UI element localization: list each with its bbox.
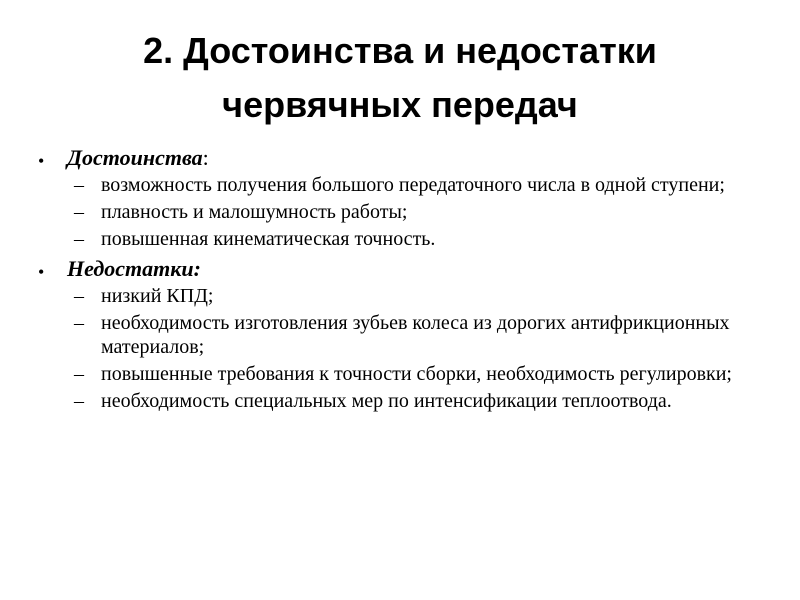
dash-icon: – [74,285,84,307]
disadvantages-heading-colon: : [193,256,201,281]
list-item [38,284,758,308]
list-item [38,362,758,386]
advantages-heading-colon: : [202,145,209,170]
title-line-1: 2. Достоинства и недостатки [143,30,657,71]
dash-icon: – [74,228,84,250]
advantages-list [38,173,758,251]
list-item [38,173,758,197]
list-item-text: необходимость изготовления зубьев колеса из дорогих антифрикционных материалов; [101,312,730,358]
list-item [38,389,758,413]
advantages-heading [38,143,758,173]
dash-icon: – [74,312,84,334]
advantages-section [38,143,758,251]
disadvantages-heading-text: Недостатки [67,256,194,281]
disadvantages-heading [38,254,758,284]
list-item-text: повышенные требования к точности сборки, необходимость регулировки; [101,363,732,385]
dash-icon: – [74,363,84,385]
list-item-text: повышенная кинематическая точность. [101,228,436,250]
dash-icon: – [74,201,84,223]
bullet-icon: • [38,262,45,282]
dash-icon: – [74,390,84,412]
slide-content [38,143,758,416]
list-item-text: низкий КПД; [101,285,214,307]
slide-title [60,24,740,132]
list-item [38,200,758,224]
list-item-text: необходимость специальных мер по интенсификации теплоотвода. [101,390,672,412]
disadvantages-list [38,284,758,413]
bullet-icon: • [38,151,45,171]
list-item-text: возможность получения большого передаточного числа в одной ступени; [101,174,725,196]
list-item [38,227,758,251]
disadvantages-section [38,254,758,413]
dash-icon: – [74,174,84,196]
list-item [38,311,758,359]
list-item-text: плавность и малошумность работы; [101,201,408,223]
advantages-heading-text: Достоинства [67,145,203,170]
title-line-2: червячных передач [222,84,578,125]
